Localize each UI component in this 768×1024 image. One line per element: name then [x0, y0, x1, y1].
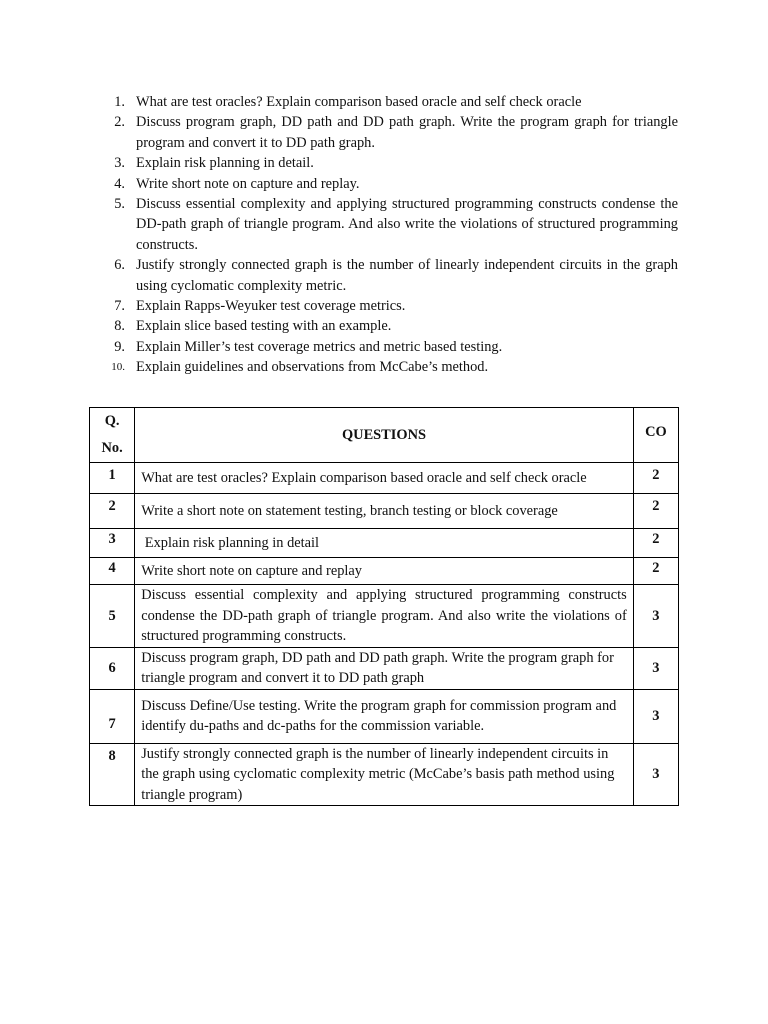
- list-number: 3.: [114, 155, 125, 172]
- list-item: [106, 92, 678, 112]
- header-qno-line1: Q.: [104, 413, 120, 429]
- header-co: [633, 408, 678, 463]
- row-question: [135, 558, 634, 585]
- list-item: [106, 153, 678, 173]
- table-row: [90, 463, 679, 494]
- row-question: [135, 494, 634, 529]
- list-item: [106, 337, 678, 357]
- list-item: [106, 357, 678, 377]
- list-item: [106, 316, 678, 336]
- list-item: [106, 194, 678, 255]
- row-question: [135, 529, 634, 558]
- list-item: [106, 174, 678, 194]
- list-item: [106, 296, 678, 316]
- numbered-question-list: [106, 92, 678, 378]
- row-question: [135, 463, 634, 494]
- row-number: 3: [90, 529, 135, 558]
- row-co: 3: [633, 585, 678, 648]
- row-number: 7: [90, 689, 135, 743]
- row-question-text: Discuss essential complexity and applying structured programming constructs condense the DD-path graph of triangle program. And also write the violations of structured programming constructs.: [141, 587, 627, 644]
- row-question-text: Justify strongly connected graph is the number of linearly independent circuits in the graph using cyclomatic complexity metric (McCabe’s basis path method using triangle program): [141, 745, 615, 803]
- list-number: 8.: [114, 318, 125, 335]
- row-number: 1: [90, 463, 135, 494]
- row-number: 6: [90, 647, 135, 689]
- table-header-row: [90, 408, 679, 463]
- header-questions: QUESTIONS: [135, 408, 634, 463]
- list-item: [106, 112, 678, 153]
- list-text: Justify strongly connected graph is the number of linearly independent circuits in the graph using cyclomatic complexity metric.: [136, 257, 678, 294]
- row-number: 2: [90, 494, 135, 529]
- row-question-text: What are test oracles? Explain comparison based oracle and self check oracle: [141, 469, 587, 486]
- header-qno: [90, 408, 135, 463]
- row-co: 3: [633, 743, 678, 806]
- list-number: 5.: [114, 196, 125, 213]
- row-number: 8: [90, 743, 135, 806]
- row-question-text: Write a short note on statement testing, branch testing or block coverage: [141, 502, 558, 519]
- list-text: What are test oracles? Explain comparison based oracle and self check oracle: [136, 94, 582, 110]
- row-question-text: Explain risk planning in detail: [141, 534, 320, 551]
- row-question: [135, 689, 634, 743]
- list-text: Explain guidelines and observations from McCabe’s method.: [136, 359, 489, 376]
- row-co: 2: [633, 529, 678, 558]
- table-row: [90, 558, 679, 585]
- header-co-label: CO: [645, 423, 667, 440]
- row-co: 3: [633, 647, 678, 689]
- table-row: [90, 494, 679, 529]
- list-number: 6.: [114, 257, 125, 274]
- row-number: 4: [90, 558, 135, 585]
- list-number: 1.: [114, 94, 125, 110]
- header-qno-line2: No.: [101, 440, 123, 456]
- row-question-text: Write short note on capture and replay: [141, 562, 362, 579]
- list-number: 7.: [114, 298, 125, 315]
- row-co: 3: [633, 689, 678, 743]
- list-text: Explain Miller’s test coverage metrics and metric based testing.: [136, 338, 503, 355]
- row-question: [135, 585, 634, 648]
- table-row: [90, 585, 679, 648]
- row-number: 5: [90, 585, 135, 648]
- list-number: 9.: [114, 338, 125, 355]
- table-row: [90, 647, 679, 689]
- list-text: Explain Rapps-Weyuker test coverage metrics.: [136, 298, 406, 315]
- list-text: Write short note on capture and replay.: [136, 175, 360, 192]
- table-row: [90, 743, 679, 806]
- row-question: [135, 647, 634, 689]
- row-question-text: Discuss program graph, DD path and DD path graph. Write the program graph for triangle program and convert it to DD path graph: [141, 649, 614, 686]
- row-question: [135, 743, 634, 806]
- row-question-text: Discuss Define/Use testing. Write the program graph for commission program and identify du-paths and dc-paths for the commission variable.: [141, 697, 617, 734]
- list-text: Explain slice based testing with an example.: [136, 318, 392, 335]
- list-number: 2.: [114, 114, 125, 131]
- row-co: 2: [633, 494, 678, 529]
- list-text: Discuss program graph, DD path and DD path graph. Write the program graph for triangle program and convert it to DD path graph.: [136, 114, 678, 151]
- table-row: [90, 529, 679, 558]
- table-row: [90, 689, 679, 743]
- row-co: 2: [633, 463, 678, 494]
- list-text: Explain risk planning in detail.: [136, 155, 314, 172]
- list-number: 10.: [111, 361, 125, 374]
- questions-table: [89, 407, 679, 806]
- list-number: 4.: [114, 175, 125, 192]
- list-item: [106, 255, 678, 296]
- row-co: 2: [633, 558, 678, 585]
- list-text: Discuss essential complexity and applying structured programming constructs condense the DD-path graph of triangle program. And also write the violations of structured programming constructs.: [136, 196, 678, 253]
